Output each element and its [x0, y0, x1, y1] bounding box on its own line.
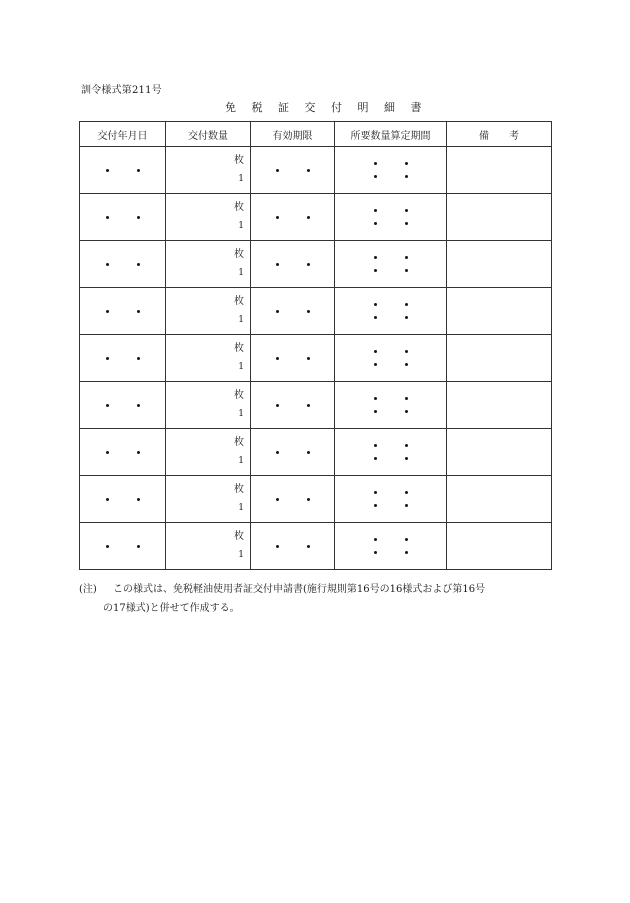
- issue-date-cell[interactable]: [80, 523, 166, 570]
- dot-mark: [374, 269, 377, 272]
- dot-mark: [276, 263, 279, 266]
- remarks-cell[interactable]: [447, 194, 552, 241]
- dot-mark: [106, 545, 109, 548]
- table-row: [80, 147, 552, 194]
- quantity-unit: 枚: [234, 343, 244, 354]
- expiry-date-cell[interactable]: [251, 194, 335, 241]
- quantity-value: 1: [238, 221, 244, 231]
- dot-mark: [405, 316, 408, 319]
- dot-mark: [405, 538, 408, 541]
- dot-mark: [374, 316, 377, 319]
- issue-quantity-cell[interactable]: [166, 429, 251, 476]
- dot-mark: [106, 263, 109, 266]
- period-end-dots: [374, 457, 408, 460]
- period-end-dots: [374, 363, 408, 366]
- dot-mark: [405, 222, 408, 225]
- dot-mark: [374, 551, 377, 554]
- period-start-dots: [374, 162, 408, 165]
- issue-date-cell[interactable]: [80, 194, 166, 241]
- table-body: [80, 147, 552, 570]
- column-header-issue-date: 交付年月日: [80, 122, 166, 147]
- expiry-date-cell[interactable]: [251, 476, 335, 523]
- remarks-cell[interactable]: [447, 241, 552, 288]
- date-separator-dots: [80, 147, 165, 193]
- dot-mark: [276, 498, 279, 501]
- column-header-remarks: 備 考: [447, 122, 552, 147]
- table-row: [80, 476, 552, 523]
- dot-mark: [374, 363, 377, 366]
- form-number: 訓令様式第211号: [81, 85, 162, 96]
- dot-mark: [405, 256, 408, 259]
- period-start-dots: [374, 491, 408, 494]
- date-separator-dots: [251, 476, 334, 522]
- column-header-expiry-date: 有効期限: [251, 122, 335, 147]
- calculation-period-cell[interactable]: [335, 476, 447, 523]
- quantity-value: 1: [238, 409, 244, 419]
- dot-mark: [106, 310, 109, 313]
- dot-mark: [405, 209, 408, 212]
- quantity-value: 1: [238, 503, 244, 513]
- date-separator-dots: [80, 523, 165, 569]
- issue-quantity-cell[interactable]: [166, 335, 251, 382]
- table-row: [80, 523, 552, 570]
- quantity-content: [166, 194, 250, 240]
- period-start-dots: [374, 397, 408, 400]
- calculation-period-cell[interactable]: [335, 288, 447, 335]
- dot-mark: [307, 216, 310, 219]
- period-separator-dots: [335, 241, 446, 287]
- dot-mark: [405, 397, 408, 400]
- dot-mark: [137, 216, 140, 219]
- date-separator-dots: [251, 335, 334, 381]
- issue-quantity-cell[interactable]: [166, 147, 251, 194]
- dot-mark: [374, 504, 377, 507]
- expiry-date-cell[interactable]: [251, 523, 335, 570]
- date-separator-dots: [80, 241, 165, 287]
- table-row: [80, 288, 552, 335]
- period-end-dots: [374, 316, 408, 319]
- quantity-content: [166, 429, 250, 475]
- issue-quantity-cell[interactable]: [166, 382, 251, 429]
- calculation-period-cell[interactable]: [335, 194, 447, 241]
- dot-mark: [276, 169, 279, 172]
- dot-mark: [374, 175, 377, 178]
- date-separator-dots: [251, 194, 334, 240]
- dot-mark: [374, 457, 377, 460]
- dot-mark: [374, 303, 377, 306]
- table-row: [80, 241, 552, 288]
- dot-mark: [374, 491, 377, 494]
- dot-mark: [137, 404, 140, 407]
- dot-mark: [374, 350, 377, 353]
- dot-mark: [276, 357, 279, 360]
- calculation-period-cell[interactable]: [335, 523, 447, 570]
- issue-date-cell[interactable]: [80, 476, 166, 523]
- dot-mark: [374, 222, 377, 225]
- period-end-dots: [374, 410, 408, 413]
- issue-quantity-cell[interactable]: [166, 194, 251, 241]
- table-row: [80, 429, 552, 476]
- dot-mark: [374, 256, 377, 259]
- quantity-content: [166, 476, 250, 522]
- dot-mark: [276, 545, 279, 548]
- period-end-dots: [374, 269, 408, 272]
- date-separator-dots: [251, 429, 334, 475]
- dot-mark: [405, 491, 408, 494]
- calculation-period-cell[interactable]: [335, 382, 447, 429]
- quantity-content: [166, 147, 250, 193]
- dot-mark: [307, 263, 310, 266]
- dot-mark: [405, 350, 408, 353]
- period-start-dots: [374, 209, 408, 212]
- issue-quantity-cell[interactable]: [166, 476, 251, 523]
- dot-mark: [374, 397, 377, 400]
- quantity-unit: 枚: [234, 437, 244, 448]
- dot-mark: [137, 357, 140, 360]
- expiry-date-cell[interactable]: [251, 288, 335, 335]
- dot-mark: [405, 303, 408, 306]
- dot-mark: [276, 404, 279, 407]
- issue-quantity-cell[interactable]: [166, 288, 251, 335]
- footnote-label: (注): [79, 584, 97, 595]
- date-separator-dots: [251, 241, 334, 287]
- dot-mark: [276, 216, 279, 219]
- period-separator-dots: [335, 382, 446, 428]
- dot-mark: [106, 357, 109, 360]
- remarks-cell[interactable]: [447, 523, 552, 570]
- issue-quantity-cell[interactable]: [166, 523, 251, 570]
- dot-mark: [106, 169, 109, 172]
- date-separator-dots: [80, 476, 165, 522]
- period-start-dots: [374, 303, 408, 306]
- quantity-value: 1: [238, 550, 244, 560]
- expiry-date-cell[interactable]: [251, 429, 335, 476]
- period-separator-dots: [335, 429, 446, 475]
- document-title: 免 税 証 交 付 明 細 書: [225, 101, 428, 114]
- period-separator-dots: [335, 523, 446, 569]
- calculation-period-cell[interactable]: [335, 335, 447, 382]
- date-separator-dots: [80, 288, 165, 334]
- column-header-calculation-period: 所要数量算定期間: [335, 122, 447, 147]
- table-row: [80, 382, 552, 429]
- dot-mark: [307, 404, 310, 407]
- footnote: [79, 580, 485, 618]
- footnote-line-1: [79, 580, 485, 599]
- quantity-value: 1: [238, 315, 244, 325]
- quantity-value: 1: [238, 362, 244, 372]
- period-start-dots: [374, 256, 408, 259]
- issue-date-cell[interactable]: [80, 147, 166, 194]
- date-separator-dots: [251, 288, 334, 334]
- footnote-line-2: の17様式)と併せて作成する。: [103, 603, 240, 614]
- dot-mark: [307, 498, 310, 501]
- quantity-unit: 枚: [234, 296, 244, 307]
- period-separator-dots: [335, 147, 446, 193]
- dot-mark: [307, 310, 310, 313]
- remarks-cell[interactable]: [447, 288, 552, 335]
- dot-mark: [276, 310, 279, 313]
- issuance-detail-table: [79, 121, 552, 570]
- date-separator-dots: [80, 429, 165, 475]
- issue-date-cell[interactable]: [80, 429, 166, 476]
- period-end-dots: [374, 222, 408, 225]
- dot-mark: [374, 538, 377, 541]
- quantity-value: 1: [238, 268, 244, 278]
- quantity-content: [166, 382, 250, 428]
- period-separator-dots: [335, 288, 446, 334]
- date-separator-dots: [251, 523, 334, 569]
- period-end-dots: [374, 551, 408, 554]
- dot-mark: [137, 451, 140, 454]
- remarks-cell[interactable]: [447, 382, 552, 429]
- dot-mark: [307, 169, 310, 172]
- quantity-unit: 枚: [234, 155, 244, 166]
- period-start-dots: [374, 444, 408, 447]
- dot-mark: [405, 444, 408, 447]
- dot-mark: [405, 175, 408, 178]
- dot-mark: [307, 451, 310, 454]
- dot-mark: [276, 451, 279, 454]
- period-end-dots: [374, 504, 408, 507]
- date-separator-dots: [251, 147, 334, 193]
- quantity-unit: 枚: [234, 390, 244, 401]
- quantity-content: [166, 523, 250, 569]
- dot-mark: [374, 444, 377, 447]
- quantity-content: [166, 335, 250, 381]
- quantity-unit: 枚: [234, 249, 244, 260]
- period-start-dots: [374, 538, 408, 541]
- quantity-unit: 枚: [234, 202, 244, 213]
- footnote-text-1: この様式は、免税軽油使用者証交付申請書(施行規則第16号の16様式および第16号: [113, 584, 486, 595]
- column-header-issue-quantity: 交付数量: [166, 122, 251, 147]
- dot-mark: [137, 310, 140, 313]
- dot-mark: [137, 169, 140, 172]
- dot-mark: [137, 545, 140, 548]
- expiry-date-cell[interactable]: [251, 382, 335, 429]
- calculation-period-cell[interactable]: [335, 147, 447, 194]
- remarks-cell[interactable]: [447, 335, 552, 382]
- remarks-cell[interactable]: [447, 476, 552, 523]
- dot-mark: [137, 498, 140, 501]
- dot-mark: [137, 263, 140, 266]
- quantity-unit: 枚: [234, 531, 244, 542]
- quantity-value: 1: [238, 456, 244, 466]
- dot-mark: [405, 410, 408, 413]
- period-end-dots: [374, 175, 408, 178]
- dot-mark: [106, 498, 109, 501]
- dot-mark: [106, 404, 109, 407]
- remarks-cell[interactable]: [447, 429, 552, 476]
- dot-mark: [405, 269, 408, 272]
- expiry-date-cell[interactable]: [251, 241, 335, 288]
- dot-mark: [405, 457, 408, 460]
- dot-mark: [307, 545, 310, 548]
- dot-mark: [374, 162, 377, 165]
- quantity-value: 1: [238, 174, 244, 184]
- date-separator-dots: [80, 382, 165, 428]
- dot-mark: [374, 410, 377, 413]
- dot-mark: [405, 162, 408, 165]
- period-separator-dots: [335, 476, 446, 522]
- period-separator-dots: [335, 335, 446, 381]
- date-separator-dots: [251, 382, 334, 428]
- remarks-cell[interactable]: [447, 147, 552, 194]
- calculation-period-cell[interactable]: [335, 429, 447, 476]
- issue-quantity-cell[interactable]: [166, 241, 251, 288]
- period-start-dots: [374, 350, 408, 353]
- expiry-date-cell[interactable]: [251, 147, 335, 194]
- dot-mark: [106, 451, 109, 454]
- date-separator-dots: [80, 335, 165, 381]
- header-row: [80, 122, 552, 147]
- issue-date-cell[interactable]: [80, 335, 166, 382]
- issue-date-cell[interactable]: [80, 288, 166, 335]
- table-header: [80, 122, 552, 147]
- quantity-unit: 枚: [234, 484, 244, 495]
- dot-mark: [374, 209, 377, 212]
- dot-mark: [405, 504, 408, 507]
- dot-mark: [106, 216, 109, 219]
- issue-date-cell[interactable]: [80, 241, 166, 288]
- quantity-content: [166, 241, 250, 287]
- period-separator-dots: [335, 194, 446, 240]
- dot-mark: [307, 357, 310, 360]
- table-row: [80, 335, 552, 382]
- table-row: [80, 194, 552, 241]
- dot-mark: [405, 551, 408, 554]
- expiry-date-cell[interactable]: [251, 335, 335, 382]
- issue-date-cell[interactable]: [80, 382, 166, 429]
- dot-mark: [405, 363, 408, 366]
- calculation-period-cell[interactable]: [335, 241, 447, 288]
- quantity-content: [166, 288, 250, 334]
- date-separator-dots: [80, 194, 165, 240]
